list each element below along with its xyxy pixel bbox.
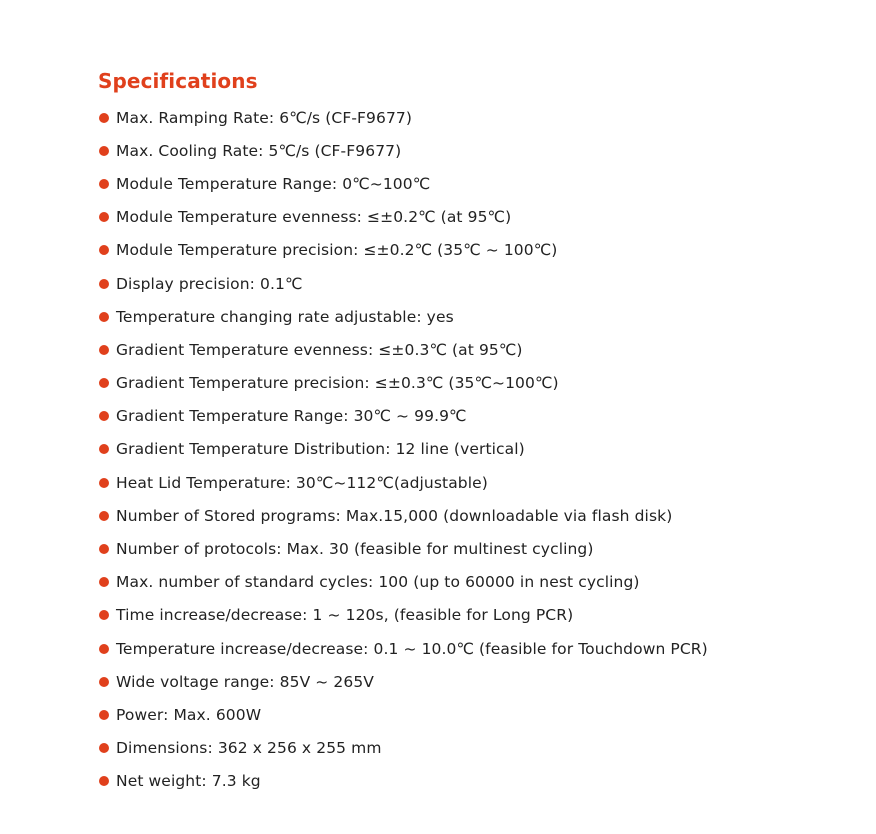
bullet-icon — [99, 610, 109, 620]
bullet-icon — [99, 245, 109, 255]
spec-text: Max. Ramping Rate: 6℃/s (CF-F9677) — [116, 108, 413, 127]
spec-item — [98, 101, 838, 134]
bullet-icon — [99, 677, 109, 687]
spec-item — [98, 665, 838, 698]
spec-text: Gradient Temperature Distribution: 12 line (vertical) — [116, 440, 525, 459]
spec-text: Net weight: 7.3 kg — [116, 772, 261, 791]
spec-text: Gradient Temperature precision: ≤±0.3℃ (35℃~100℃) — [116, 374, 559, 393]
spec-text: Max. Cooling Rate: 5℃/s (CF-F9677) — [116, 141, 402, 160]
spec-item — [98, 499, 838, 532]
spec-item — [98, 367, 838, 400]
spec-text: Temperature increase/decrease: 0.1 ~ 10.0℃ (feasible for Touchdown PCR) — [116, 639, 708, 658]
spec-item — [98, 400, 838, 433]
bullet-icon — [99, 444, 109, 454]
spec-text: Heat Lid Temperature: 30℃~112℃(adjustable) — [116, 473, 488, 492]
spec-text: Number of Stored programs: Max.15,000 (downloadable via flash disk) — [116, 506, 673, 525]
spec-item — [98, 732, 838, 765]
spec-text: Number of protocols: Max. 30 (feasible for multinest cycling) — [116, 540, 594, 559]
spec-item — [98, 599, 838, 632]
spec-item — [98, 234, 838, 267]
spec-text: Max. number of standard cycles: 100 (up to 60000 in nest cycling) — [116, 573, 640, 592]
spec-text: Gradient Temperature evenness: ≤±0.3℃ (at 95℃) — [116, 340, 523, 359]
spec-list — [98, 101, 838, 798]
spec-text: Module Temperature Range: 0℃~100℃ — [116, 174, 431, 193]
spec-text: Power: Max. 600W — [116, 705, 262, 724]
section-heading: Specifications — [98, 69, 258, 93]
spec-text: Time increase/decrease: 1 ~ 120s, (feasible for Long PCR) — [116, 606, 574, 625]
bullet-icon — [99, 644, 109, 654]
spec-item — [98, 300, 838, 333]
bullet-icon — [99, 345, 109, 355]
bullet-icon — [99, 710, 109, 720]
spec-item — [98, 466, 838, 499]
spec-item — [98, 201, 838, 234]
bullet-icon — [99, 146, 109, 156]
bullet-icon — [99, 478, 109, 488]
spec-item — [98, 333, 838, 366]
spec-text: Wide voltage range: 85V ~ 265V — [116, 672, 375, 691]
spec-text: Dimensions: 362 x 256 x 255 mm — [116, 739, 382, 758]
spec-item — [98, 632, 838, 665]
specifications-section — [98, 66, 838, 798]
spec-item — [98, 532, 838, 565]
bullet-icon — [99, 411, 109, 421]
bullet-icon — [99, 577, 109, 587]
bullet-icon — [99, 511, 109, 521]
spec-text: Module Temperature precision: ≤±0.2℃ (35℃ ~ 100℃) — [116, 241, 558, 260]
bullet-icon — [99, 378, 109, 388]
spec-text: Display precision: 0.1℃ — [116, 274, 303, 293]
spec-item — [98, 765, 838, 798]
bullet-icon — [99, 113, 109, 123]
spec-item — [98, 698, 838, 731]
bullet-icon — [99, 312, 109, 322]
bullet-icon — [99, 743, 109, 753]
bullet-icon — [99, 212, 109, 222]
spec-text: Temperature changing rate adjustable: yes — [116, 307, 454, 326]
spec-item — [98, 134, 838, 167]
bullet-icon — [99, 776, 109, 786]
spec-item — [98, 167, 838, 200]
spec-item — [98, 267, 838, 300]
spec-item — [98, 566, 838, 599]
bullet-icon — [99, 544, 109, 554]
spec-text: Module Temperature evenness: ≤±0.2℃ (at 95℃) — [116, 208, 512, 227]
bullet-icon — [99, 179, 109, 189]
bullet-icon — [99, 279, 109, 289]
spec-text: Gradient Temperature Range: 30℃ ~ 99.9℃ — [116, 407, 467, 426]
spec-item — [98, 433, 838, 466]
